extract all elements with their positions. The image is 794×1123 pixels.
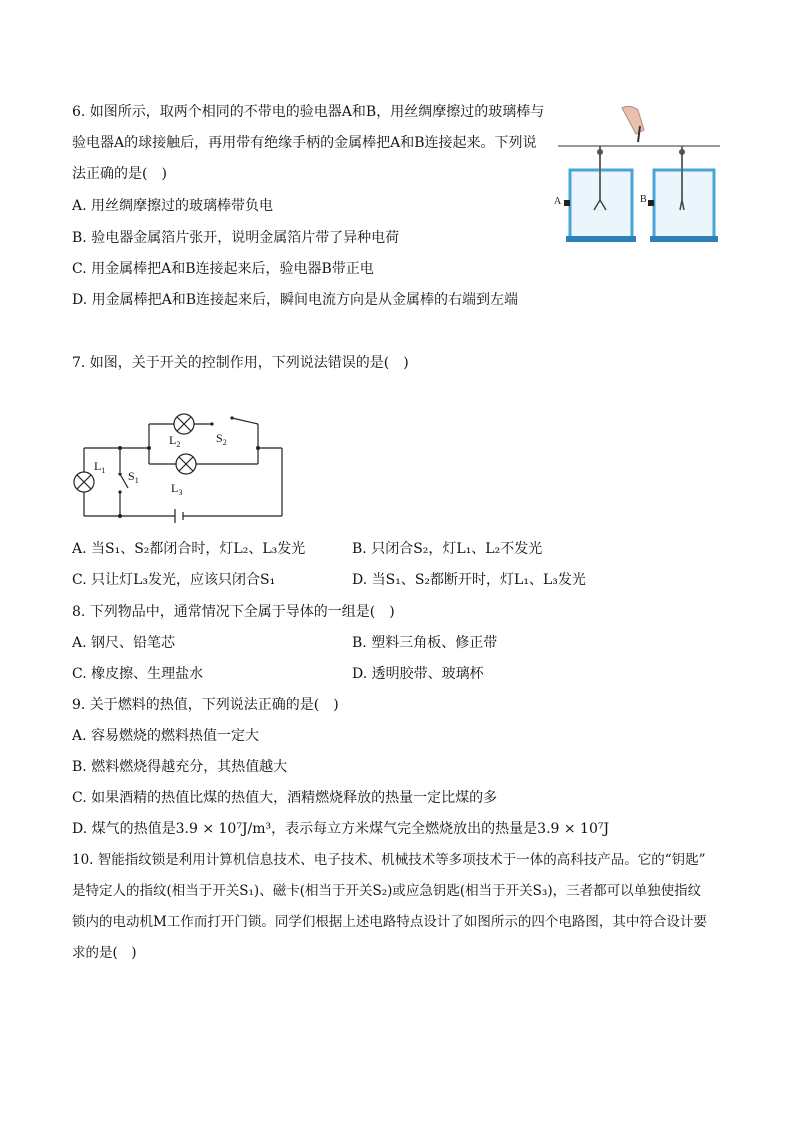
electroscope-figure — [552, 104, 724, 246]
q6-option-d[interactable]: D. 用金属棒把A和B连接起来后，瞬间电流方向是从金属棒的右端到左端 — [72, 292, 519, 308]
label-l1: $L_1$ — [94, 459, 106, 475]
label-l3: $L_3$ — [171, 481, 183, 497]
q9-option-c[interactable]: C. 如果酒精的热值比煤的热值大，酒精燃烧释放的热量一定比煤的多 — [72, 790, 498, 806]
q10-stem-line-3: 锁内的电动机M工作而打开门锁。同学们根据上述电路特点设计了如图所示的四个电路图，其中符合设计要 — [72, 914, 707, 930]
q8-option-a[interactable]: A. 钢尺、铅笔芯 — [72, 635, 176, 651]
q6-option-a[interactable]: A. 用丝绸摩擦过的玻璃棒带负电 — [72, 198, 274, 214]
q6-option-b[interactable]: B. 验电器金属箔片张开，说明金属箔片带了异种电荷 — [72, 230, 400, 246]
q8-option-b[interactable]: B. 塑料三角板、修正带 — [352, 635, 498, 651]
q7-option-a[interactable]: A. 当S₁、S₂都闭合时，灯L₂、L₃发光 — [72, 541, 306, 557]
q6-option-c[interactable]: C. 用金属棒把A和B连接起来后，验电器B带正电 — [72, 261, 374, 277]
q7-option-d[interactable]: D. 当S₁、S₂都断开时，灯L₁、L₃发光 — [352, 572, 586, 588]
label-a: A — [554, 196, 562, 207]
q8-option-d[interactable]: D. 透明胶带、玻璃杯 — [352, 666, 484, 682]
q7-option-b[interactable]: B. 只闭合S₂，灯L₁、L₂不发光 — [352, 541, 543, 557]
q9-option-a[interactable]: A. 容易燃烧的燃料热值一定大 — [72, 728, 260, 744]
label-s1: $S_1$ — [128, 469, 139, 485]
q9-option-b[interactable]: B. 燃料燃烧得越充分，其热值越大 — [72, 759, 288, 775]
q9-option-d[interactable]: D. 煤气的热值是3.9 × 10⁷J/m³，表示每立方米煤气完全燃烧放出的热量是3.9 × 10⁷J — [72, 821, 610, 837]
q10-stem-line-2: 是特定人的指纹(相当于开关S₁)、磁卡(相当于开关S₂)或应急钥匙(相当于开关S₃)，三者都可以单独使指纹 — [72, 883, 702, 899]
label-b: B — [640, 194, 647, 205]
q10-stem-line-4: 求的是( ) — [72, 945, 137, 961]
q7-option-c[interactable]: C. 只让灯L₃发光，应该只闭合S₁ — [72, 572, 276, 588]
q6-stem-line-2: 验电器A的球接触后，再用带有绝缘手柄的金属棒把A和B连接起来。下列说 — [72, 135, 537, 151]
q9-stem: 9. 关于燃料的热值，下列说法正确的是( ) — [72, 697, 339, 713]
q6-stem-line-1: 6. 如图所示，取两个相同的不带电的验电器A和B，用丝绸摩擦过的玻璃棒与 — [72, 104, 545, 120]
q8-option-c[interactable]: C. 橡皮擦、生理盐水 — [72, 666, 204, 682]
q8-stem: 8. 下列物品中，通常情况下全属于导体的一组是( ) — [72, 604, 395, 620]
circuit-diagram — [70, 408, 286, 526]
q7-stem: 7. 如图，关于开关的控制作用，下列说法错误的是( ) — [72, 355, 409, 371]
label-s2: $S_2$ — [216, 431, 227, 447]
q6-stem-line-3: 法正确的是( ) — [72, 166, 167, 182]
label-l2: $L_2$ — [169, 433, 181, 449]
q10-stem-line-1: 10. 智能指纹锁是利用计算机信息技术、电子技术、机械技术等多项技术于一体的高科技产品。它的“钥匙” — [72, 852, 706, 868]
